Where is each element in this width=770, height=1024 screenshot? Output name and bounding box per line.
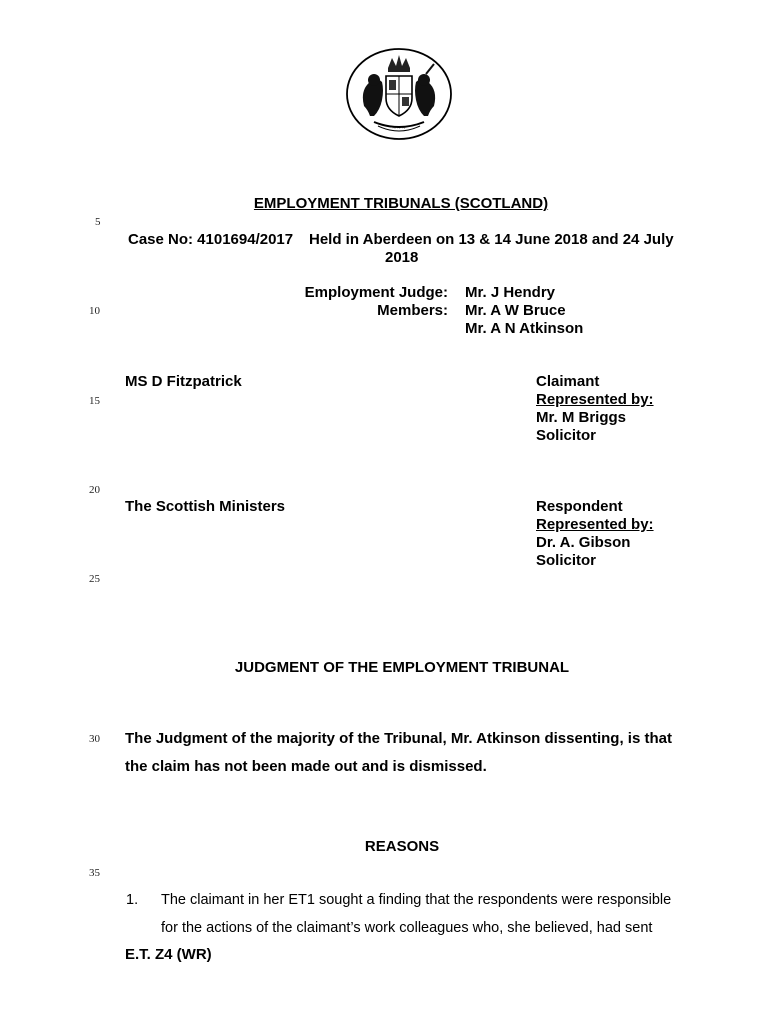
hearing-details-line2: 2018 bbox=[385, 249, 419, 266]
line-number-15: 15 bbox=[89, 395, 100, 407]
claimant-role: Claimant bbox=[536, 373, 600, 390]
respondent-representative-title: Solicitor bbox=[536, 552, 597, 569]
panel-names bbox=[465, 284, 583, 338]
judgment-text bbox=[125, 725, 705, 781]
respondent-representation bbox=[536, 498, 654, 570]
members-label: Members: bbox=[377, 302, 448, 319]
claimant-representation bbox=[536, 373, 654, 445]
line-number-10: 10 bbox=[89, 305, 100, 317]
claimant-representative-name: Mr. M Briggs bbox=[536, 409, 627, 426]
panel-labels bbox=[290, 284, 448, 320]
claimant-name: MS D Fitzpatrick bbox=[125, 373, 242, 390]
member-2-name: Mr. A N Atkinson bbox=[465, 320, 584, 337]
respondent-role: Respondent bbox=[536, 498, 623, 515]
reasons-item-line1: The claimant in her ET1 sought a finding that the respondents were responsible bbox=[161, 892, 672, 908]
svg-text:~ ~ ~: ~ ~ ~ bbox=[392, 126, 406, 132]
line-number-35: 35 bbox=[89, 867, 100, 879]
reasons-item-number: 1. bbox=[126, 892, 139, 908]
form-reference: E.T. Z4 (WR) bbox=[125, 946, 212, 963]
member-1-name: Mr. A W Bruce bbox=[465, 302, 566, 319]
reasons-item-line2: for the actions of the claimant’s work colleagues who, she believed, had sent bbox=[161, 920, 653, 936]
judgment-text-line2: the claim has not been made out and is dismissed. bbox=[125, 758, 487, 775]
claimant-represented-by-label: Represented by: bbox=[536, 391, 654, 408]
judgment-heading: JUDGMENT OF THE EMPLOYMENT TRIBUNAL bbox=[234, 659, 570, 676]
line-number-30: 30 bbox=[89, 733, 100, 745]
claimant-representative-title: Solicitor bbox=[536, 427, 597, 444]
line-number-25: 25 bbox=[89, 573, 100, 585]
case-number: Case No: 4101694/2017 bbox=[128, 231, 294, 248]
royal-coat-of-arms-crest bbox=[344, 46, 454, 142]
hearing-details bbox=[309, 231, 681, 267]
respondent-represented-by-label: Represented by: bbox=[536, 516, 654, 533]
respondent-representative-name: Dr. A. Gibson bbox=[536, 534, 631, 551]
judge-name: Mr. J Hendry bbox=[465, 284, 556, 301]
line-number-20: 20 bbox=[89, 484, 100, 496]
line-number-5: 5 bbox=[95, 216, 101, 228]
judge-label: Employment Judge: bbox=[304, 284, 448, 301]
tribunal-title: EMPLOYMENT TRIBUNALS (SCOTLAND) bbox=[253, 195, 549, 212]
respondent-name: The Scottish Ministers bbox=[125, 498, 286, 515]
judgment-text-line1: The Judgment of the majority of the Tribunal, Mr. Atkinson dissenting, is that bbox=[125, 730, 672, 747]
hearing-details-line1: Held in Aberdeen on 13 & 14 June 2018 and 24 July bbox=[309, 231, 674, 248]
reasons-heading: REASONS bbox=[364, 838, 440, 855]
reasons-item-text bbox=[161, 886, 721, 942]
